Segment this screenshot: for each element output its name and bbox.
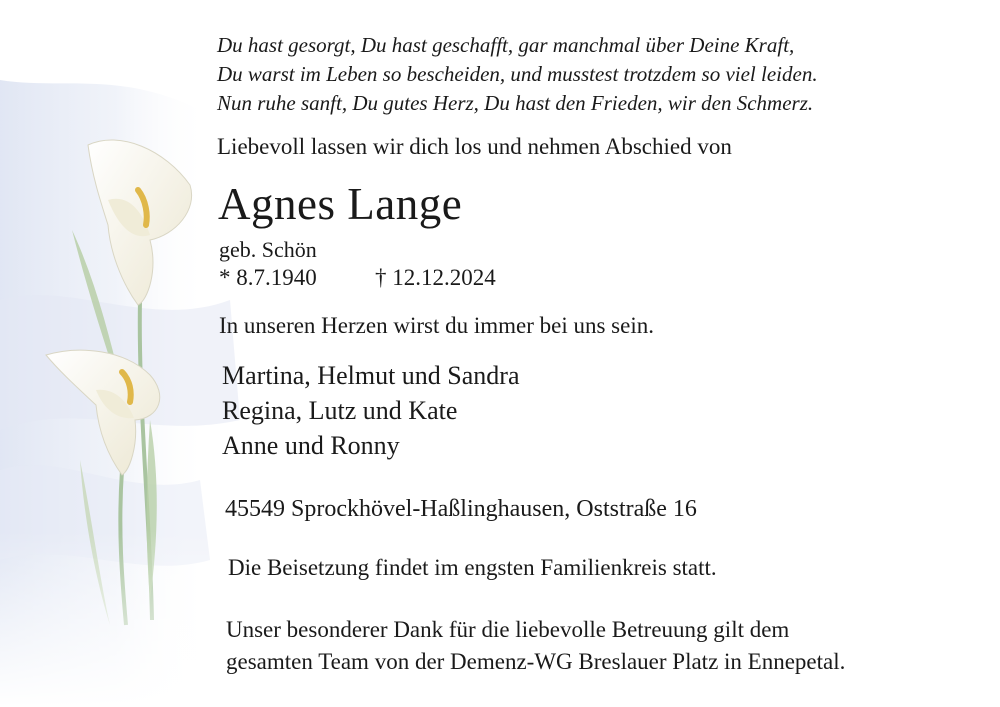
- thanks-line: Unser besonderer Dank für die liebevolle Betreuung gilt dem: [226, 617, 790, 642]
- mourner-entry: Martina, Helmut und Sandra: [222, 361, 520, 390]
- thanks-note: [226, 614, 845, 678]
- farewell-intro: Liebevoll lassen wir dich los und nehmen Abschied von: [217, 134, 732, 159]
- memory-line: In unseren Herzen wirst du immer bei uns sein.: [219, 313, 654, 338]
- birth-date: * 8.7.1940: [219, 265, 317, 290]
- death-date: † 12.12.2024: [375, 265, 496, 290]
- maiden-name: geb. Schön: [219, 237, 317, 262]
- poem: [217, 31, 818, 118]
- thanks-line: gesamten Team von der Demenz-WG Breslauer Platz in Ennepetal.: [226, 649, 846, 674]
- funeral-notice: Die Beisetzung findet im engsten Familienkreis statt.: [228, 555, 717, 580]
- deceased-name: Agnes Lange: [218, 179, 463, 229]
- poem-line: Du warst im Leben so bescheiden, und musstest trotzdem so viel leiden.: [217, 62, 818, 86]
- mourner-entry: Anne und Ronny: [222, 431, 400, 460]
- mourners-list: [222, 358, 520, 463]
- poem-line: Nun ruhe sanft, Du gutes Herz, Du hast den Frieden, wir den Schmerz.: [217, 91, 814, 115]
- mourner-entry: Regina, Lutz und Kate: [222, 396, 458, 425]
- family-address: 45549 Sprockhövel-Haßlinghausen, Oststraße 16: [225, 496, 697, 522]
- poem-line: Du hast gesorgt, Du hast geschafft, gar manchmal über Deine Kraft,: [217, 33, 795, 57]
